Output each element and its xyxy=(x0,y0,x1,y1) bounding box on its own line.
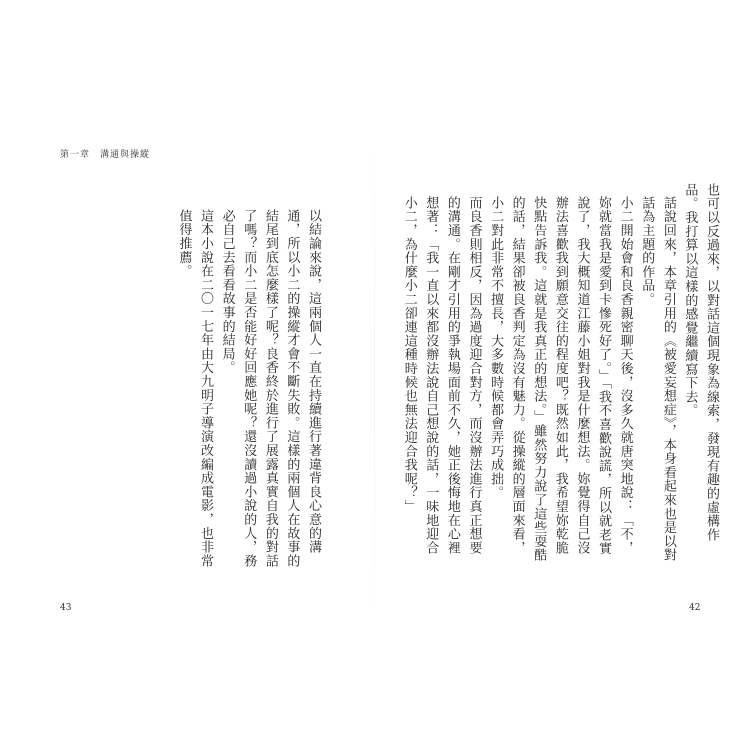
page-number-left: 43 xyxy=(60,603,72,613)
page-number-right: 42 xyxy=(689,603,701,613)
right-paragraph-1: 也可以反過來，以對話這個現象為線索，發現有趣的虛構作品。我打算以這樣的感覺繼續寫下去。 xyxy=(682,183,719,542)
left-page-body xyxy=(173,196,324,576)
left-paragraph-2: 這本小說在二〇一七年由大九明子導演改編成電影，也非常值得推薦。 xyxy=(176,209,214,568)
left-paragraph-1: 以結論來說，這兩個人一直在持續進行著違背良心意的溝通，所以小二的操縱才會不斷失敗。這樣的兩個人在故事的結尾到底怎麼樣了呢？良香終於進行了展露真實自我的對話了嗎？而小二是否能好好回應她呢？還沒讀過小說的人，務必自己去看看故事的結局。 xyxy=(219,209,321,568)
right-paragraph-4: 而良香則相反，因為過度迎合對方，而沒辦法進行真正想要的溝通。在剛才引用的爭執場面前不久，她正後悔地在心裡想著：「我一直以來都沒辦法說自己想說的話，一味地迎合小二，為什麼小二卻連這種時候也無法迎合我呢？」 xyxy=(401,196,482,555)
right-paragraph-2: 話說回來，本章引用的《被愛妄想症》，本身看起來也是以對話為主題的作品。 xyxy=(639,196,676,563)
running-head: 第一章 溝通與操縱 xyxy=(60,150,151,160)
right-page-body xyxy=(398,183,722,563)
right-paragraph-3: 小二開始會和良香親密聊天後，沒多久就唐突地說：「不，妳就當我是愛到卡慘死好了。」「我不喜歡說謊，所以就老實說了，我大概知道江藤小姐對我是什麼想法。妳覺得自己沒辦法喜歡我到願意交往的程度吧？既然如此，我希望妳乾脆快點告訴我。這就是我真正的想法。」雖然努力說了這些耍酷的話，結果卻被良香判定為沒有魅力。從操縱的層面來看，小二對此非常不擅長，大多數時候都會弄巧成拙。 xyxy=(488,196,633,563)
page-gutter xyxy=(374,120,375,640)
